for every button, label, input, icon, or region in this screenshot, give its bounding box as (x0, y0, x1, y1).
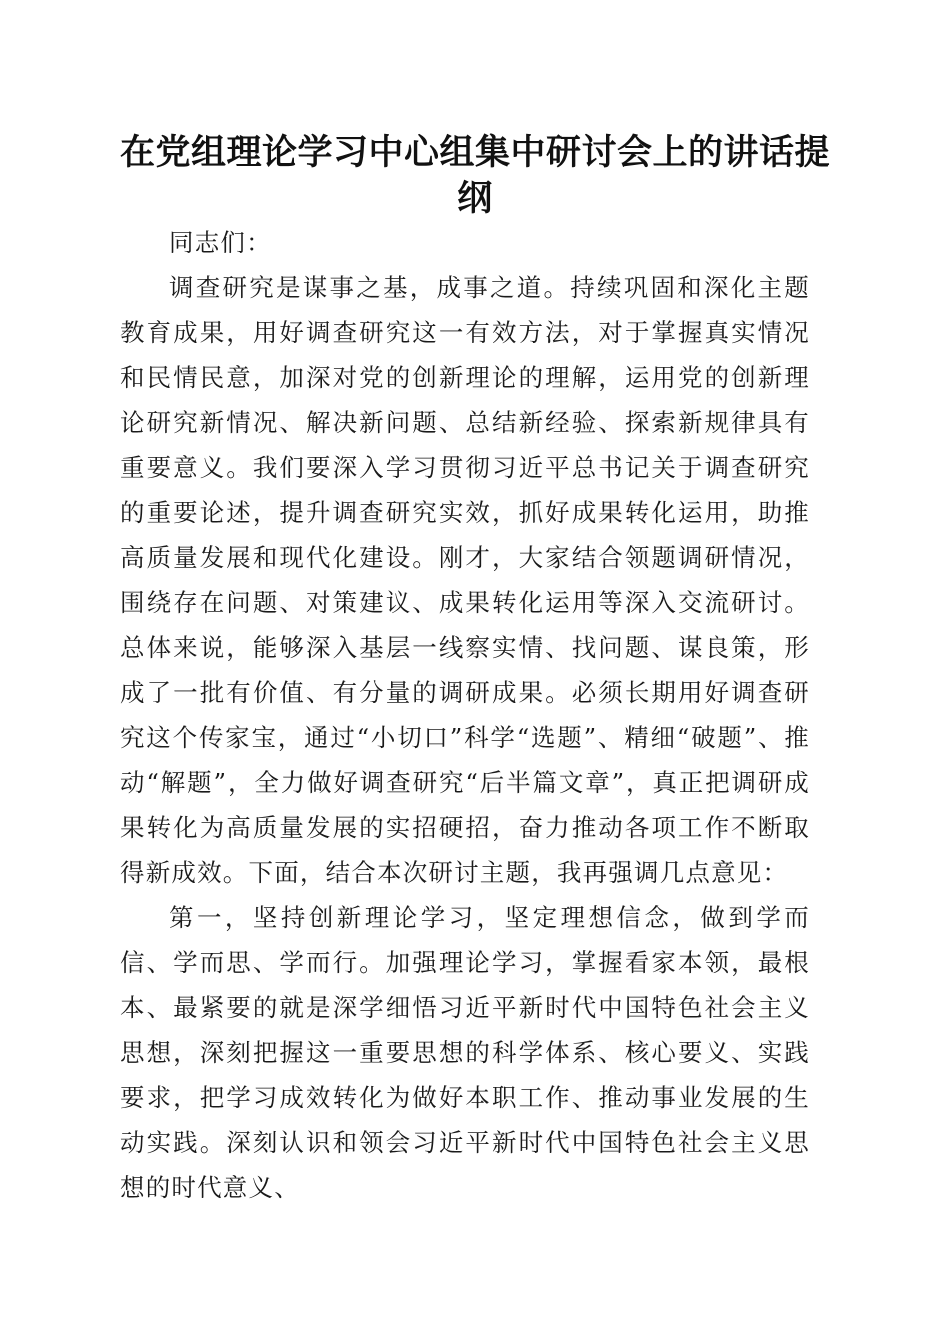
paragraph-point-one: 第一，坚持创新理论学习，坚定理想信念，做到学而信、学而思、学而行。加强理论学习，掌握看家本领，最根本、最紧要的就是深学细悟习近平新时代中国特色社会主义思想，深刻把握这一重要思想的科学体系、核心要义、实践要求，把学习成效转化为做好本职工作、推动事业发展的生动实践。深刻认识和领会习近平新时代中国特色社会主义思想的时代意义、 (120, 903, 810, 1202)
salutation: 同志们： (169, 228, 272, 257)
document-body (120, 220, 810, 1210)
paragraph-intro: 调查研究是谋事之基，成事之道。持续巩固和深化主题教育成果，用好调查研究这一有效方法，对于掌握真实情况和民情民意，加深对党的创新理论的理解，运用党的创新理论研究新情况、解决新问题、总结新经验、探索新规律具有重要意义。我们要深入学习贯彻习近平总书记关于调查研究的重要论述，提升调查研究实效，抓好成果转化运用，助推高质量发展和现代化建设。刚才，大家结合领题调研情况，围绕存在问题、对策建议、成果转化运用等深入交流研讨。总体来说，能够深入基层一线察实情、找问题、谋良策，形成了一批有价值、有分量的调研成果。必须长期用好调查研究这个传家宝，通过“小切口”科学“选题”、精细“破题”、推动“解题”，全力做好调查研究“后半篇文章”，真正把调研成果转化为高质量发展的实招硬招，奋力推动各项工作不断取得新成效。下面，结合本次研讨主题，我再强调几点意见： (120, 273, 810, 887)
document-title: 在党组理论学习中心组集中研讨会上的讲话提纲 (119, 132, 830, 219)
